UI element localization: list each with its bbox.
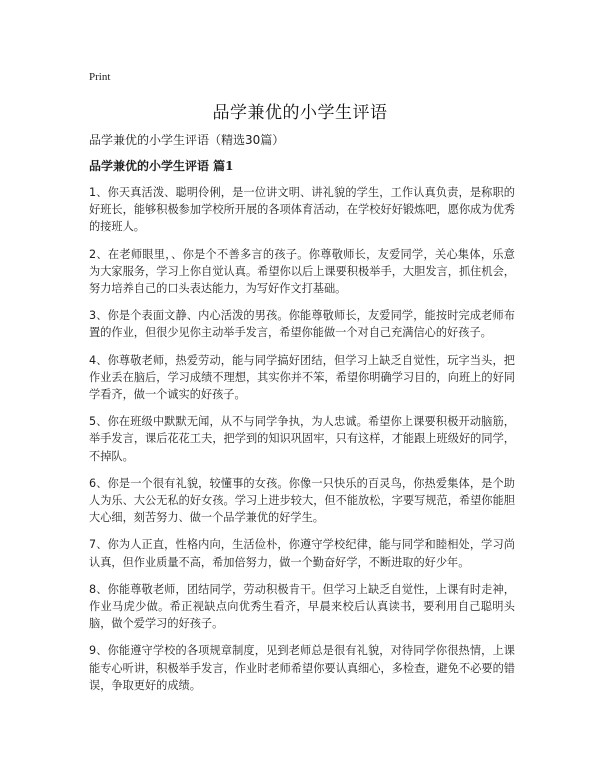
comment-paragraph-4: 4、你尊敬老师，热爱劳动，能与同学搞好团结，但学习上缺乏自觉性，玩字当头，把作业丢在脑后，学习成绩不理想，其实你并不笨，希望你明确学习目的，向班上的好同学看齐，做一个诚实的好孩子。 <box>89 353 515 402</box>
comment-paragraph-7: 7、你为人正直，性格内向，生活俭朴，你遵守学校纪律，能与同学和睦相处，学习尚认真，但作业质量不高，希加倍努力，做一个勤奋好学，不断进取的好少年。 <box>89 538 515 569</box>
comment-paragraph-8: 8、你能尊敬老师，团结同学，劳动积极肯干。但学习上缺乏自觉性，上课有时走神，作业马虎少做。希正视缺点向优秀生看齐，早晨来校后认真读书，要利用自己聪明头脑，做个爱学习的好孩子。 <box>89 582 515 631</box>
comment-paragraph-9: 9、你能遵守学校的各项规章制度，见到老师总是很有礼貌，对待同学你很热情，上课能专心听讲，积极举手发言，作业时老师希望你要认真细心，多检查，避免不必要的错误，争取更好的成绩。 <box>89 644 515 692</box>
section-heading: 品学兼优的小学生评语 篇1 <box>89 159 234 173</box>
document-body <box>89 132 515 704</box>
page-title: 品学兼优的小学生评语 <box>212 103 388 123</box>
comment-paragraph-6: 6、你是一个很有礼貌，较懂事的女孩。你像一只快乐的百灵鸟，你热爱集体，是个助人为乐、大公无私的好女孩。学习上进步较大，但不能放松，字要写规范，希望你能胆大心细，刻苦努力、做一个品学兼优的好学生。 <box>89 476 515 525</box>
print-link[interactable]: Print <box>89 71 111 83</box>
comment-paragraph-3: 3、你是个表面文静、内心活泼的男孩。你能尊敬师长，友爱同学，能按时完成老师布置的作业，但很少见你主动举手发言，希望你能做一个对自己充满信心的好孩子。 <box>89 309 515 340</box>
comment-paragraph-2: 2、在老师眼里，、你是个不善多言的孩子。你尊敬师长，友爱同学，关心集体，乐意为大家服务，学习上你自觉认真。希望你以后上课要积极举手，大胆发言，抓住机会，努力培养自己的口头表达能力，为写好作文打基础。 <box>89 247 515 296</box>
comment-paragraph-1: 1、你天真活泼、聪明伶俐，是一位讲文明、讲礼貌的学生，工作认真负责，是称职的好班长，能够积极参加学校所开展的各项体育活动，在学校好好锻炼吧，愿你成为优秀的接班人。 <box>89 186 515 234</box>
document-subtitle: 品学兼优的小学生评语（精选30篇） <box>89 133 285 147</box>
comment-paragraph-5: 5、你在班级中默默无闻，从不与同学争执，为人忠诚。希望你上课要积极开动脑筋，举手发言，课后花花工夫，把学到的知识巩固牢，只有这样，才能跟上班级好的同学，不掉队。 <box>89 415 515 463</box>
